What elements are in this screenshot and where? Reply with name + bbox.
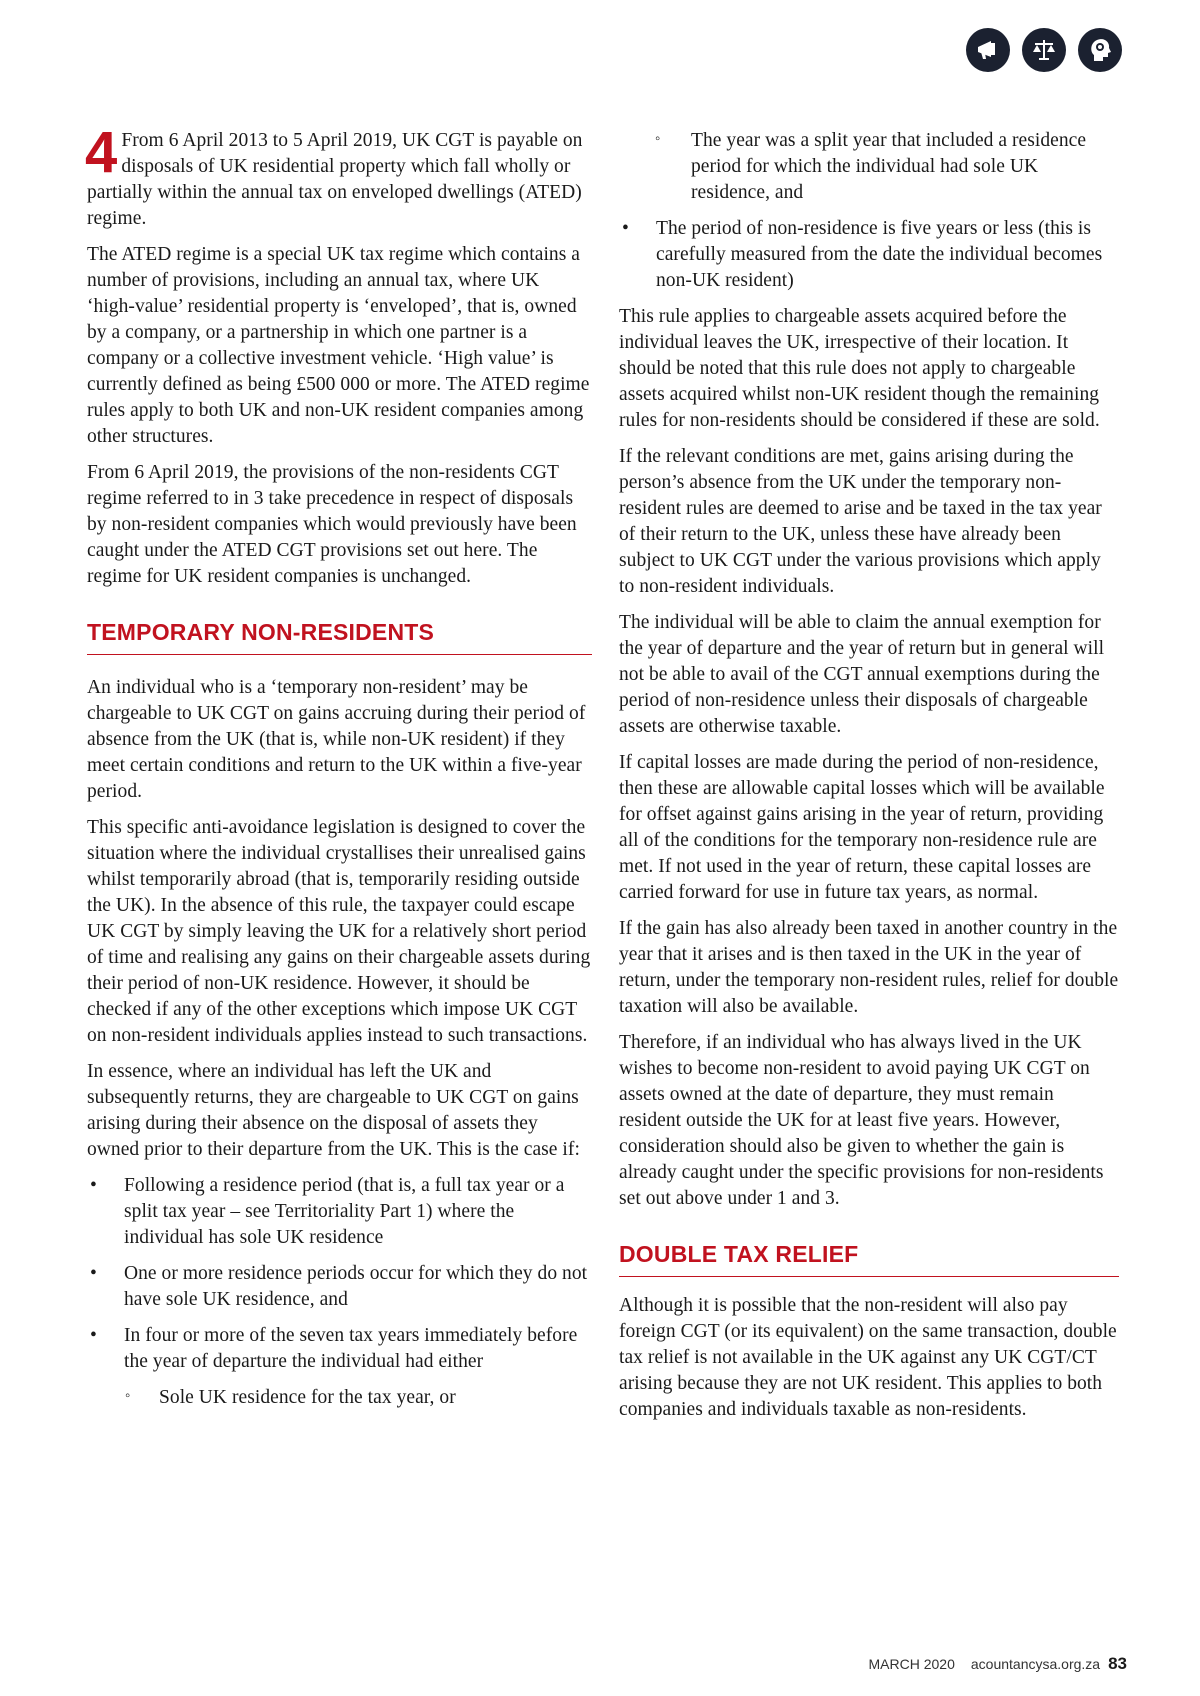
footer-website[interactable]: acountancysa.org.za: [970, 1656, 1101, 1672]
head-gear-icon: [1078, 28, 1122, 72]
section-heading: DOUBLE TAX RELIEF: [619, 1240, 1119, 1277]
right-column: [619, 128, 1119, 1433]
left-column: [85, 120, 592, 1421]
sub-bullet-item: ◦ The year was a split year that included a residence period for which the individual had sole UK residence, and: [619, 128, 1119, 206]
header-icons: [966, 28, 1122, 72]
dropcap: 4: [85, 120, 118, 185]
sub-bullet-marker: ◦: [125, 1388, 131, 1404]
paragraph: Therefore, if an individual who has always lived in the UK wishes to become non-resident to avoid paying UK CGT on assets owned at the date of departure, they must remain resident outside the UK for at least five years. However, consideration should also be given to whether the gain is already caught under the specific provisions for non-residents set out above under 1 and 3.: [619, 1032, 1104, 1209]
megaphone-icon: [966, 28, 1010, 72]
footer-date: MARCH 2020: [868, 1656, 955, 1672]
bullet-item: • In four or more of the seven tax years immediately before the year of departure the individual had either: [90, 1325, 578, 1372]
section-heading: TEMPORARY NON-RESIDENTS: [87, 618, 592, 655]
paragraph: This rule applies to chargeable assets acquired before the individual leaves the UK, irrespective of their location. It should be noted that this rule does not apply to chargeable assets acquired whilst non-UK resident though the remaining rules for non-residents should be considered if these are sold.: [619, 306, 1100, 431]
paragraph: If the relevant conditions are met, gains arising during the person’s absence from the UK under the temporary non-resident rules are deemed to arise and be taxed in the tax year of their return to the UK, unless these have already been subject to UK CGT under the various provisions which apply to non-resident individuals.: [619, 446, 1102, 597]
bullet-item: • One or more residence periods occur for which they do not have sole UK residence, and: [90, 1263, 588, 1310]
bullet-marker: •: [90, 1263, 97, 1284]
bullet-marker: •: [622, 218, 629, 239]
bullet-item: • The period of non-residence is five years or less (this is carefully measured from the date the individual becomes non-UK resident): [622, 218, 1103, 291]
bullet-item: • Following a residence period (that is, a full tax year or a split tax year – see Territoriality Part 1) where the individual has sole UK residence: [90, 1175, 565, 1248]
paragraph: In essence, where an individual has left the UK and subsequently returns, they are chargeable to UK CGT on gains arising during their absence on the disposal of assets they owned prior to their departure from the UK. This is the case if:: [87, 1061, 580, 1160]
intro-paragraph: 4 From 6 April 2013 to 5 April 2019, UK CGT is payable on disposals of UK residential property which fall wholly or partially within the annual tax on enveloped dwellings (ATED) regime.: [85, 120, 583, 229]
page-footer: [869, 1654, 1128, 1674]
paragraph: This specific anti-avoidance legislation is designed to cover the situation where the individual crystallises their unrealised gains whilst temporarily abroad (that is, temporarily residing outside the UK). In the absence of this rule, the taxpayer could escape UK CGT by simply leaving the UK for a relatively short period of time and realising any gains on their chargeable assets during their period of non-UK residence. However, it should be checked if any of the other exceptions which impose UK CGT on non-resident individuals applies instead to such transactions.: [87, 817, 591, 1046]
sub-bullet-item: ◦ Sole UK residence for the tax year, or: [87, 1385, 592, 1411]
page-number: 83: [1108, 1654, 1127, 1673]
paragraph: The individual will be able to claim the annual exemption for the year of departure and the year of return but in general will not be able to avail of the CGT annual exemptions during the period of non-residence unless their disposals of chargeable assets are otherwise taxable.: [619, 612, 1105, 737]
bullet-marker: •: [90, 1175, 97, 1196]
bullet-marker: •: [90, 1325, 97, 1346]
paragraph: From 6 April 2019, the provisions of the non-residents CGT regime referred to in 3 take precedence in respect of disposals by non-resident companies which would previously have been caught under the ATED CGT provisions set out here. The regime for UK resident companies is unchanged.: [87, 462, 577, 587]
paragraph: The ATED regime is a special UK tax regime which contains a number of provisions, including an annual tax, where UK ‘high-value’ residential property is ‘enveloped’, that is, owned by a company, or a partnership in which one partner is a company or a collective investment vehicle. ‘High value’ is currently defined as being £500 000 or more. The ATED regime rules apply to both UK and non-UK resident companies among other structures.: [87, 244, 590, 447]
paragraph: Although it is possible that the non-resident will also pay foreign CGT (or its equivalent) on the same transaction, double tax relief is not available in the UK against any UK CGT/CT arising because they are not UK resident. This applies to both companies and individuals taxable as non-residents.: [619, 1295, 1117, 1420]
sub-bullet-marker: ◦: [655, 131, 661, 147]
paragraph: An individual who is a ‘temporary non-resident’ may be chargeable to UK CGT on gains accruing during their period of absence from the UK (that is, while non-UK resident) if they meet certain conditions and return to the UK within a five-year period.: [87, 677, 586, 802]
paragraph: If the gain has also already been taxed in another country in the year that it arises and is then taxed in the UK in the year of return, under the temporary non-resident rules, relief for double taxation will also be available.: [619, 918, 1119, 1017]
scales-icon: [1022, 28, 1066, 72]
paragraph: If capital losses are made during the period of non-residence, then these are allowable capital losses which will be available for offset against gains arising in the year of return, providing all of the conditions for the temporary non-residence rule are met. If not used in the year of return, these capital losses are carried forward for use in future tax years, as normal.: [619, 752, 1105, 903]
